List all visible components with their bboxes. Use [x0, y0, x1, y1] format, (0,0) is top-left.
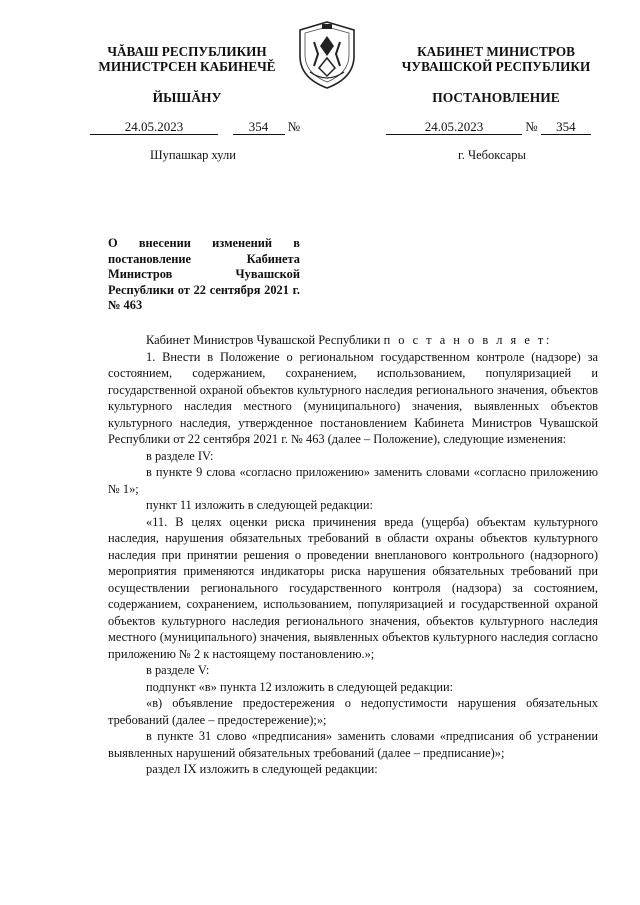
body-paragraph: «в) объявление предостережения о недопустимости нарушения обязательных требований (далее – предостережение);»; — [108, 696, 598, 727]
right-date-number-line — [386, 119, 591, 135]
left-number-sign: № — [287, 119, 301, 134]
preamble — [108, 332, 598, 349]
header-right-title — [380, 44, 612, 74]
body-paragraph: в разделе IV: — [146, 448, 214, 463]
header-left-line1: ЧĂВАШ РЕСПУБЛИКИН — [107, 44, 267, 59]
header-right-line2: ЧУВАШСКОЙ РЕСПУБЛИКИ — [401, 59, 591, 74]
body-paragraph: в разделе V: — [146, 663, 210, 677]
header-left-line2: МИНИСТРСЕН КАБИНЕЧĚ — [98, 59, 276, 74]
right-date: 24.05.2023 — [386, 120, 522, 135]
right-number-sign: № — [525, 119, 538, 134]
left-city: Шупашкар хули — [150, 148, 236, 162]
document-body — [108, 332, 598, 778]
body-paragraph: раздел IX изложить в следующей редакции: — [146, 762, 378, 776]
body-paragraph: пункт 11 изложить в следующей редакции: — [146, 498, 373, 512]
left-date: 24.05.2023 — [90, 120, 218, 135]
body-paragraph: в пункте 31 слово «предписания» заменить словами «предписания об устранении выявленных нарушений обязательных требований (далее – предписание)»; — [108, 729, 598, 760]
doc-type-right: ПОСТАНОВЛЕНИЕ — [432, 90, 560, 105]
header-right-line1: КАБИНЕТ МИНИСТРОВ — [417, 44, 575, 59]
preamble-text: Кабинет Министров Чувашской Республики — [146, 333, 381, 347]
header-left-title — [82, 44, 292, 74]
right-number: 354 — [541, 120, 591, 135]
preamble-verb: п о с т а н о в л я е т: — [383, 333, 552, 347]
body-paragraph: подпункт «в» пункта 12 изложить в следующей редакции: — [146, 679, 454, 694]
chuvash-coat-of-arms-icon — [296, 20, 358, 90]
right-city: г. Чебоксары — [458, 148, 526, 162]
document-subject: О внесении изменений в постановление Кабинета Министров Чувашской Республики от 22 сентября 2021 г. № 463 — [108, 236, 300, 313]
body-paragraph: в пункте 9 слова «согласно приложению» заменить словами «согласно приложению № 1»; — [108, 465, 598, 496]
body-paragraph: 1. Внести в Положение о региональном государственном контроле (надзоре) за состоянием, содержанием, сохранением, использованием, популяризацией и государственной охраной объектов культурного наследия регионального значения, объектов культурного наследия местного (муниципального) значения, выявленных объектов культурного наследия, утвержденное постановлением Кабинета Министров Чувашской Республики от 22 сентября 2021 г. № 463 (далее – Положение), следующие изменения: — [108, 349, 598, 446]
left-number: 354 — [233, 120, 285, 135]
left-date-number-line — [90, 119, 300, 135]
body-paragraph: «11. В целях оценки риска причинения вреда (ущерба) объектам культурного наследия, нарушения обязательных требований в области охраны объектов культурного наследия при принятии решения о проведении внепланового контрольного (надзорного) мероприятия применяются индикаторы риска нарушения обязательных требований при осуществлении регионального государственного контроля (надзора) за состоянием, содержанием, сохранением, использованием, популяризацией и государственной охраной объектов культурного наследия регионального значения, объектов культурного наследия местного (муниципального) значения, выявленных объектов культурного наследия согласно приложению № 2 к настоящему постановлению.»; — [108, 514, 598, 661]
doc-type-left: ЙЫШĂНУ — [152, 90, 222, 105]
